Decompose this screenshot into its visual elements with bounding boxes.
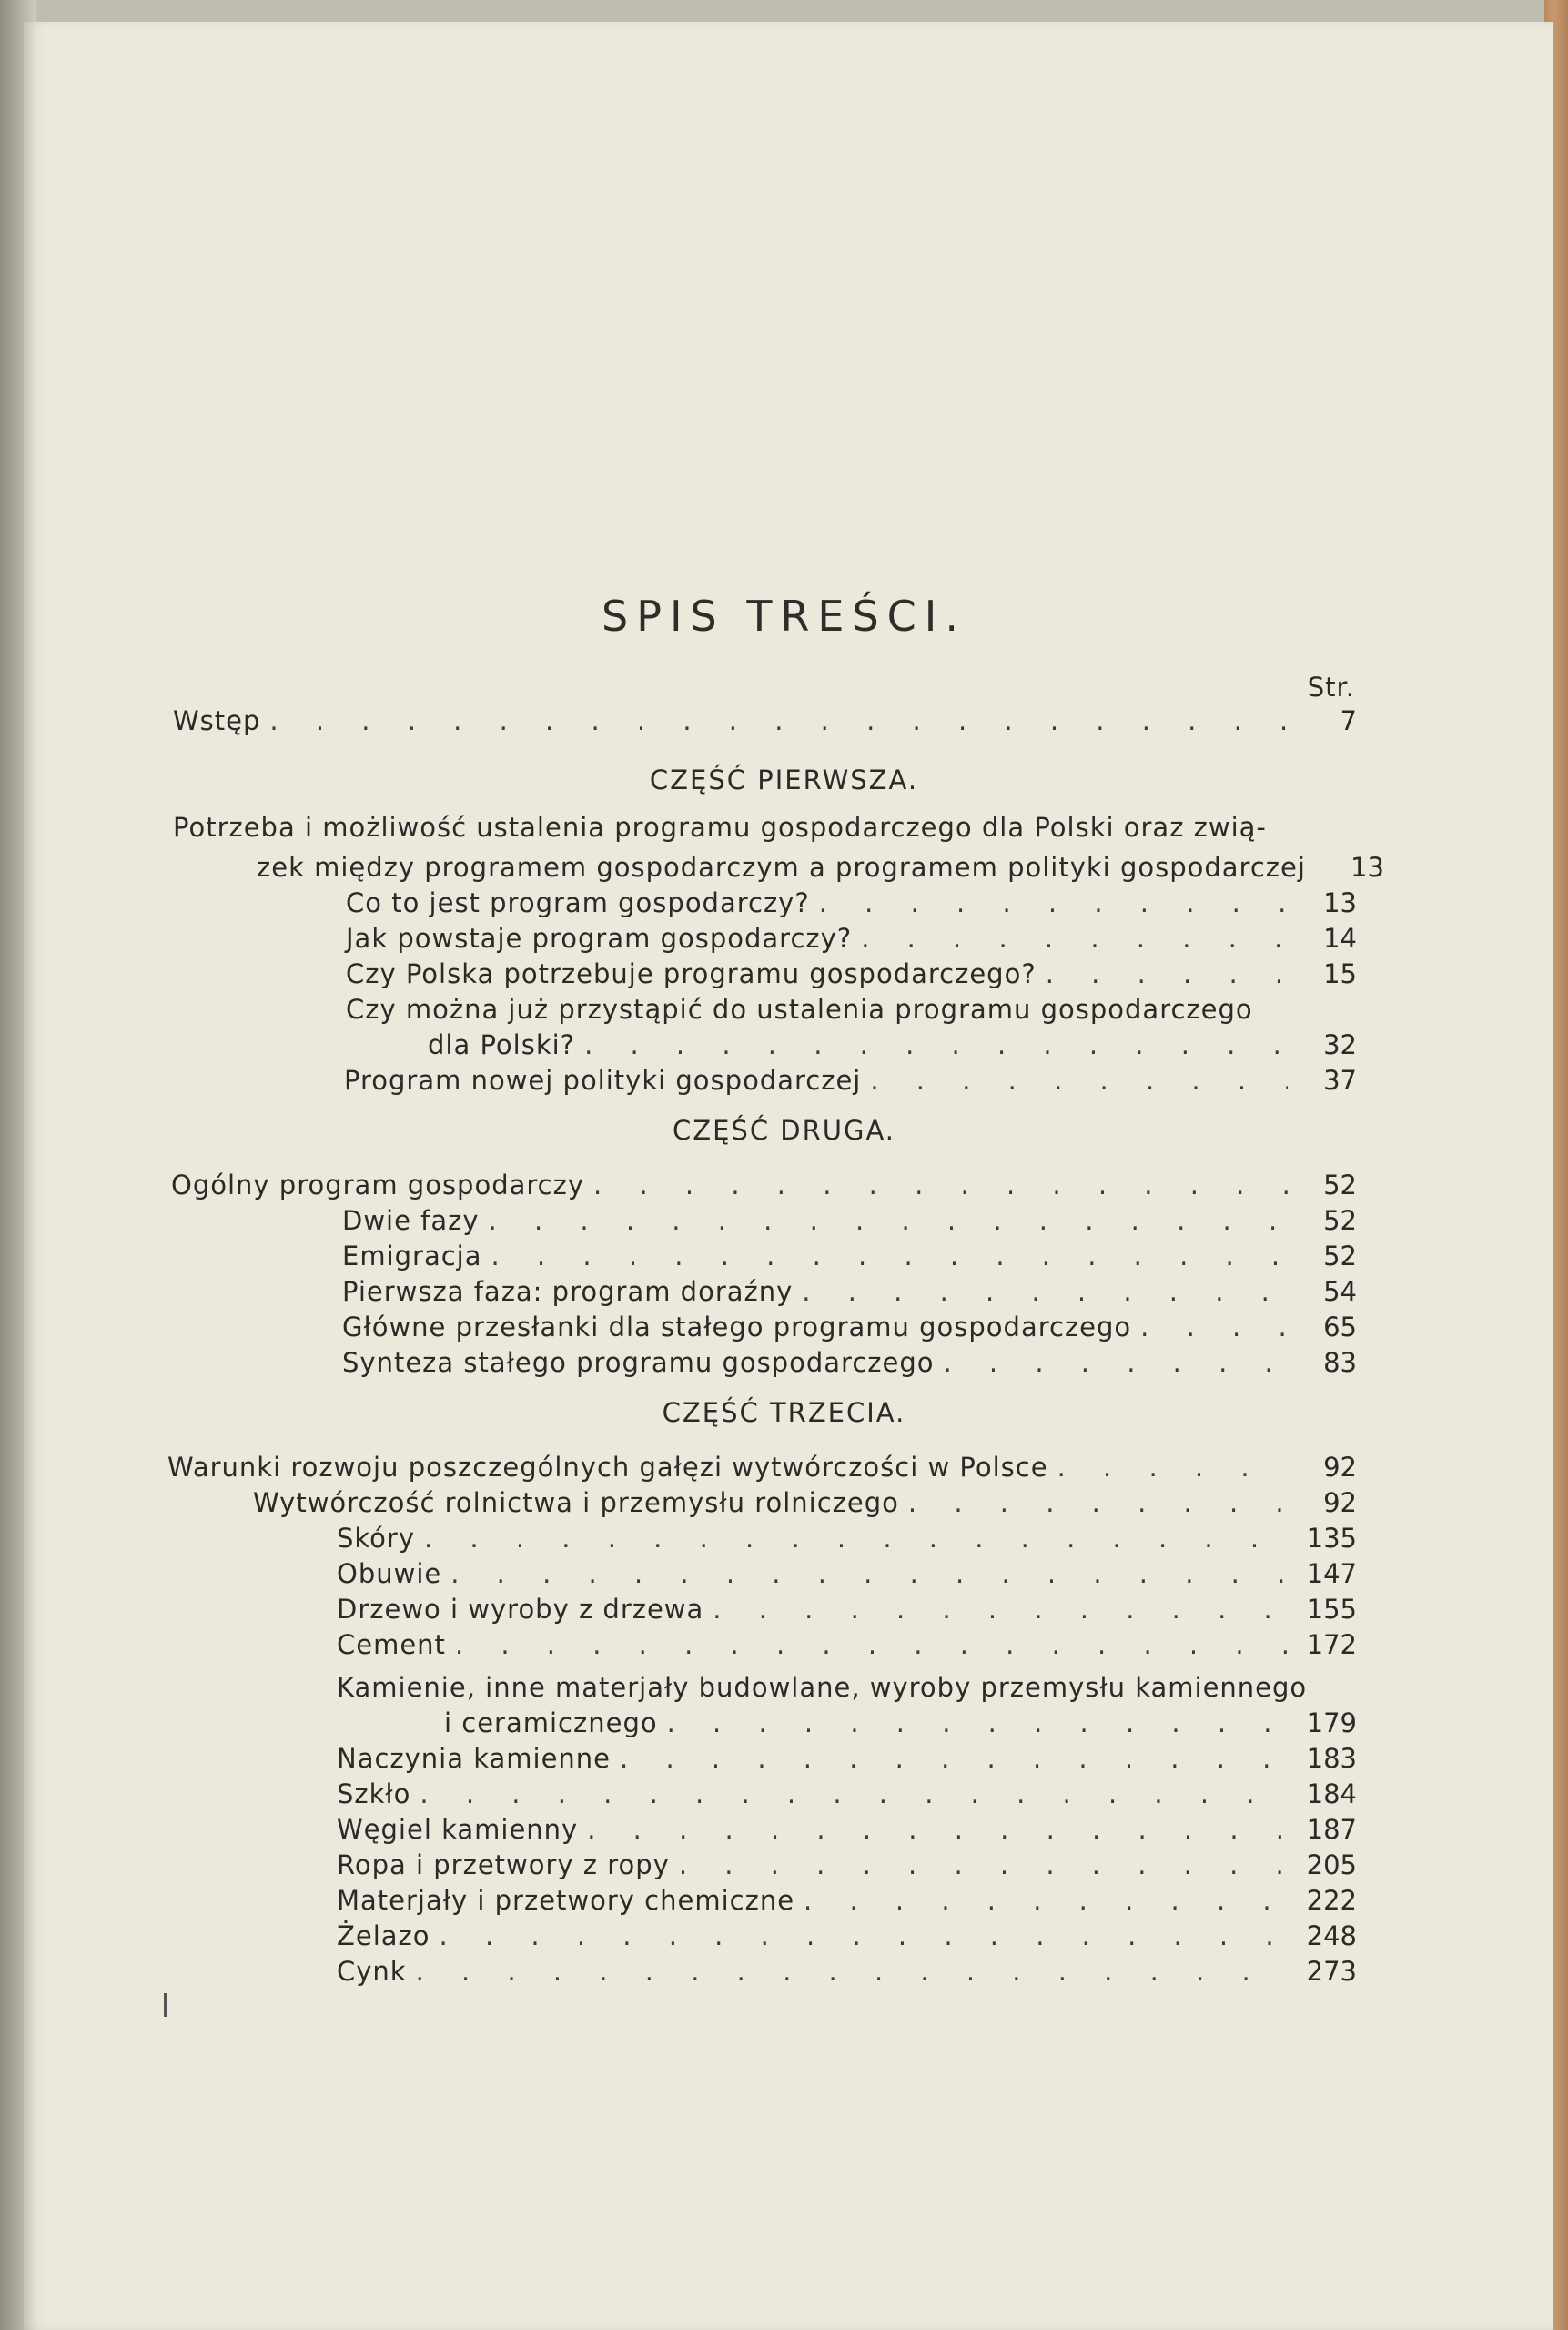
toc-entry	[346, 885, 1357, 921]
toc-page-number: 135	[1306, 1523, 1357, 1554]
toc-page-number: 92	[1323, 1452, 1357, 1483]
leader-dots	[861, 920, 1288, 957]
toc-entry-label: Skóry	[337, 1523, 415, 1554]
toc-entry-label: Wstęp	[173, 705, 261, 736]
toc-page-number: 184	[1306, 1778, 1357, 1809]
toc-entry-label: Dwie fazy	[342, 1205, 480, 1236]
section-heading-part3: CZĘŚĆ TRZECIA.	[662, 1397, 906, 1428]
toc-entry-label: Żelazo	[337, 1920, 430, 1951]
toc-entry	[337, 1520, 1357, 1556]
toc-entry-label: Warunki rozwoju poszczególnych gałęzi wytwórczości w Polsce	[167, 1452, 1048, 1483]
toc-entry-label: Co to jest program gospodarczy?	[346, 887, 810, 918]
leader-dots	[455, 1626, 1288, 1663]
toc-entry-label: Węgiel kamienny	[337, 1814, 579, 1845]
toc-entry-label: Główne przesłanki dla stałego programu gospodarczego	[342, 1312, 1132, 1342]
toc-entry	[337, 1626, 1357, 1663]
toc-entry-multiline-line1: Czy można już przystąpić do ustalenia programu gospodarczego	[346, 994, 1253, 1025]
toc-entry	[337, 1847, 1357, 1883]
toc-entry-multiline	[444, 1705, 1357, 1741]
leader-dots	[450, 1555, 1288, 1592]
leader-dots	[584, 1027, 1288, 1063]
toc-page-number: 222	[1306, 1885, 1357, 1916]
toc-page-number: 83	[1323, 1347, 1357, 1378]
margin-mark	[164, 1993, 167, 2017]
toc-entry-multiline-line1: Kamienie, inne materjały budowlane, wyroby przemysłu kamiennego	[337, 1672, 1308, 1703]
toc-entry-label: Program nowej polityki gospodarczej	[344, 1065, 862, 1096]
toc-entry	[346, 956, 1357, 992]
toc-page-number: 54	[1323, 1276, 1357, 1307]
toc-page-number: 273	[1306, 1956, 1357, 1987]
leader-dots	[713, 1591, 1288, 1627]
toc-entry	[337, 1811, 1357, 1848]
toc-entry-part3-sub	[253, 1484, 1357, 1521]
leader-dots	[620, 1740, 1288, 1777]
toc-entry-label: Pierwsza faza: program doraźny	[342, 1276, 794, 1307]
leader-dots	[269, 703, 1288, 739]
toc-entry	[337, 1591, 1357, 1627]
toc-entry-label: Materjały i przetwory chemiczne	[337, 1885, 795, 1916]
toc-entry	[346, 920, 1357, 957]
toc-entry	[342, 1273, 1357, 1310]
leader-dots	[1140, 1309, 1288, 1345]
toc-entry	[337, 1740, 1357, 1777]
toc-entry-label: Ropa i przetwory z ropy	[337, 1849, 670, 1880]
leader-dots	[489, 1202, 1288, 1239]
toc-entry-intro	[173, 703, 1357, 739]
leader-dots	[667, 1705, 1288, 1741]
leader-dots	[679, 1847, 1288, 1883]
toc-entry-label: Czy Polska potrzebuje programu gospodarczego?	[346, 958, 1037, 989]
toc-page-number: 32	[1323, 1029, 1357, 1060]
toc-entry-label: Cement	[337, 1629, 446, 1660]
leader-dots	[420, 1776, 1288, 1812]
toc-page-number: 52	[1323, 1241, 1357, 1271]
toc-page-number: 179	[1306, 1707, 1357, 1738]
toc-entry-label: Drzewo i wyroby z drzewa	[337, 1594, 704, 1625]
toc-entry	[342, 1344, 1357, 1381]
toc-entry-label: Emigracja	[342, 1241, 482, 1271]
page-title: SPIS TREŚCI.	[602, 592, 966, 641]
toc-page-number: 15	[1323, 958, 1357, 989]
toc-entry	[337, 1776, 1357, 1812]
leader-dots	[819, 885, 1288, 921]
toc-page-number: 13	[1323, 887, 1357, 918]
leader-dots	[802, 1273, 1288, 1310]
toc-page-number: 37	[1323, 1065, 1357, 1096]
leader-dots	[908, 1484, 1288, 1521]
toc-entry-label: i ceramicznego	[444, 1707, 658, 1738]
toc-entry-label: Wytwórczość rolnictwa i przemysłu rolniczego	[253, 1487, 899, 1518]
toc-page-number: 183	[1306, 1743, 1357, 1774]
toc-entry	[337, 1555, 1357, 1592]
toc-entry	[344, 1062, 1357, 1099]
toc-entry	[337, 1953, 1357, 1990]
leader-dots	[416, 1953, 1288, 1990]
toc-page-number: 187	[1306, 1814, 1357, 1845]
toc-page-number: 172	[1306, 1629, 1357, 1660]
toc-page-number: 7	[1340, 705, 1357, 736]
toc-page-number: 14	[1323, 923, 1357, 954]
leader-dots	[491, 1238, 1288, 1274]
toc-entry-label: Jak powstaje program gospodarczy?	[346, 923, 853, 954]
toc-entry-label: Naczynia kamienne	[337, 1743, 612, 1774]
toc-entry	[342, 1238, 1357, 1274]
toc-entry-label: zek między programem gospodarczym a programem polityki gospodarczej	[257, 852, 1306, 883]
toc-entry-part3-main	[167, 1449, 1357, 1485]
toc-entry	[337, 1918, 1357, 1954]
section-heading-part1: CZĘŚĆ PIERWSZA.	[649, 765, 919, 795]
toc-entry-label: Synteza stałego programu gospodarczego	[342, 1347, 935, 1378]
toc-entry-label: dla Polski?	[428, 1029, 576, 1060]
leader-dots	[1046, 956, 1288, 992]
toc-entry-part1-main-line1: Potrzeba i możliwość ustalenia programu gospodarczego dla Polski oraz zwią-	[173, 812, 1267, 843]
toc-entry-label: Cynk	[337, 1956, 407, 1987]
toc-entry-part1-main	[257, 849, 1384, 886]
toc-entry-label: Ogólny program gospodarczy	[171, 1170, 585, 1200]
leader-dots	[440, 1918, 1288, 1954]
section-heading-part2: CZĘŚĆ DRUGA.	[672, 1115, 896, 1146]
toc-page-number: 248	[1306, 1920, 1357, 1951]
toc-page-number: 13	[1351, 852, 1384, 883]
leader-dots	[424, 1520, 1288, 1556]
toc-page-number: 155	[1306, 1594, 1357, 1625]
toc-entry	[337, 1882, 1357, 1919]
leader-dots	[870, 1062, 1288, 1099]
toc-page-number: 147	[1306, 1558, 1357, 1589]
leader-dots	[587, 1811, 1288, 1848]
toc-page-number: 65	[1323, 1312, 1357, 1342]
toc-page-number: 52	[1323, 1205, 1357, 1236]
toc-entry-label: Szkło	[337, 1778, 411, 1809]
toc-page-number: 205	[1306, 1849, 1357, 1880]
toc-entry	[342, 1309, 1357, 1345]
toc-entry	[342, 1202, 1357, 1239]
toc-entry-multiline	[428, 1027, 1357, 1063]
page-column-label: Str.	[1307, 672, 1355, 703]
leader-dots	[593, 1167, 1288, 1203]
leader-dots	[944, 1344, 1289, 1381]
leader-dots	[1057, 1449, 1288, 1485]
leader-dots	[804, 1882, 1288, 1919]
toc-entry-part2-main	[171, 1167, 1357, 1203]
toc-entry-label: Obuwie	[337, 1558, 442, 1589]
toc-page-number: 92	[1323, 1487, 1357, 1518]
toc-page-number: 52	[1323, 1170, 1357, 1200]
